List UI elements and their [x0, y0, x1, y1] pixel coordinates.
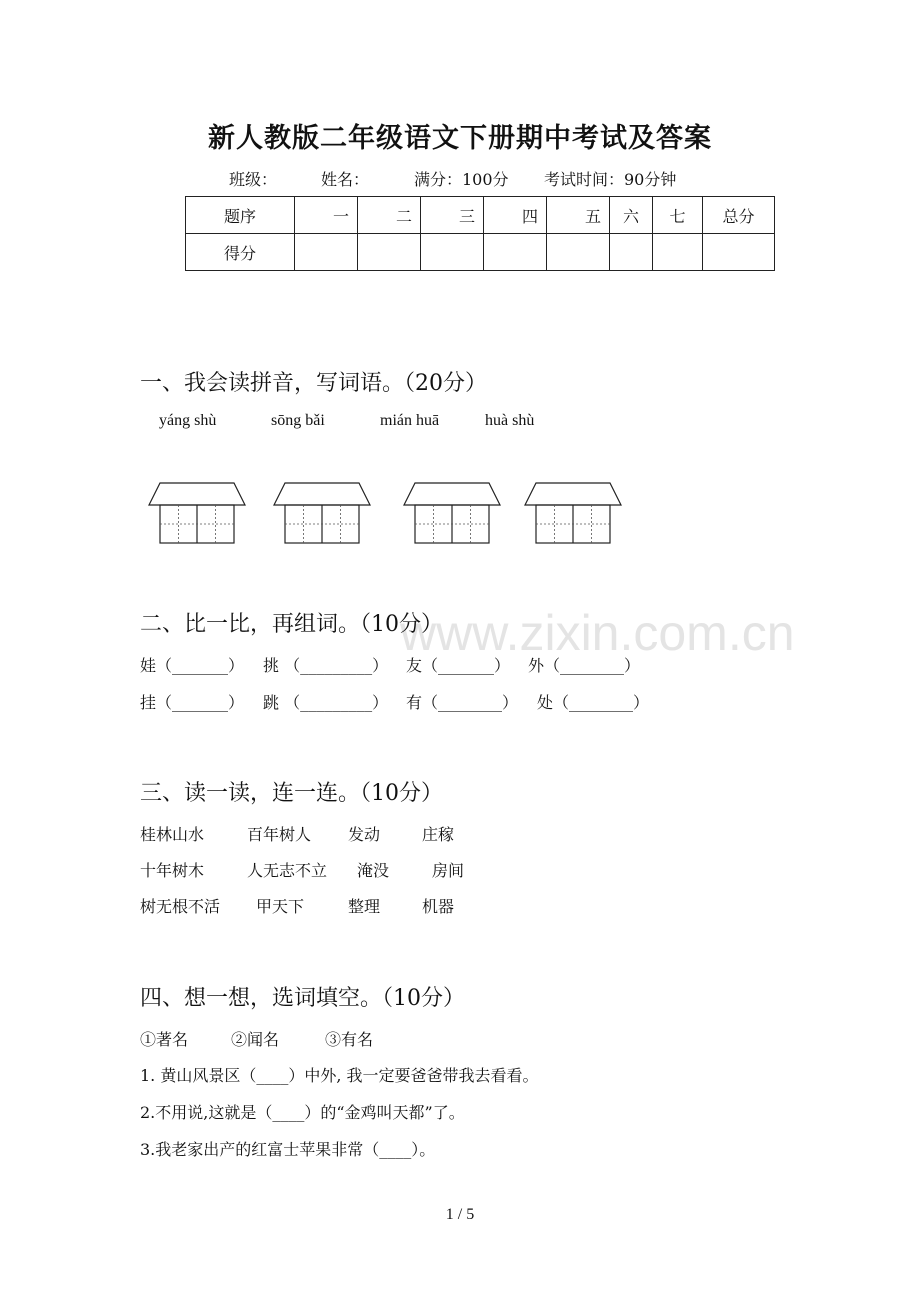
section2-heading: 二、比一比，再组词。（10分）: [140, 612, 443, 637]
table-cell: 五: [547, 197, 610, 234]
word-item: 娃（_______）: [140, 656, 245, 675]
score-entry-cell[interactable]: [703, 234, 775, 271]
match-item[interactable]: 树无根不活: [140, 897, 221, 916]
page-number: 1 / 5: [445, 1206, 475, 1223]
writing-house-grid[interactable]: [148, 482, 246, 546]
match-item[interactable]: 桂林山水: [140, 825, 205, 844]
score-table-header-row: [186, 197, 775, 234]
table-cell: 三: [421, 197, 484, 234]
exam-time: 考试时间：90分钟: [544, 170, 677, 189]
match-item[interactable]: 整理: [348, 897, 381, 916]
table-cell: 一: [295, 197, 358, 234]
score-entry-cell[interactable]: [547, 234, 610, 271]
pinyin-1: yáng shù: [159, 412, 217, 429]
table-cell: 四: [484, 197, 547, 234]
word-item: 挑 （_________）: [263, 656, 389, 675]
question-1: 1. 黄山风景区（____）中外, 我一定要爸爸带我去看看。: [140, 1066, 539, 1085]
pinyin-2: sōng bǎi: [271, 412, 325, 429]
table-cell: 六: [610, 197, 653, 234]
option-item: ③有名: [325, 1030, 374, 1049]
watermark: www.zixin.com.cn: [400, 605, 795, 661]
match-item[interactable]: 机器: [422, 897, 455, 916]
option-item: ②闻名: [231, 1030, 280, 1049]
table-cell: 七: [653, 197, 703, 234]
match-item[interactable]: 淹没: [357, 861, 390, 880]
question-3: 3.我老家出产的红富士苹果非常（____）。: [140, 1140, 436, 1159]
word-item: 有（________）: [406, 693, 519, 712]
word-item: 友（_______）: [406, 656, 511, 675]
table-cell: 题序: [186, 197, 295, 234]
table-cell: 二: [358, 197, 421, 234]
page-title: 新人教版二年级语文下册期中考试及答案: [208, 123, 712, 154]
name-label: 姓名：: [321, 170, 370, 189]
score-entry-cell[interactable]: [653, 234, 703, 271]
score-table-score-row: [186, 234, 775, 271]
word-item: 挂（_______）: [140, 693, 245, 712]
section3-heading: 三、读一读，连一连。（10分）: [140, 781, 443, 806]
score-entry-cell[interactable]: [610, 234, 653, 271]
writing-house-grid[interactable]: [273, 482, 371, 546]
table-cell: 得分: [186, 234, 295, 271]
score-entry-cell[interactable]: [358, 234, 421, 271]
match-item[interactable]: 十年树木: [140, 861, 205, 880]
question-2: 2.不用说,这就是（____）的“金鸡叫天都”了。: [140, 1103, 465, 1122]
class-label: 班级：: [229, 170, 278, 189]
score-entry-cell[interactable]: [295, 234, 358, 271]
full-score: 满分：100分: [414, 170, 509, 189]
writing-house-grid[interactable]: [403, 482, 501, 546]
match-item[interactable]: 人无志不立: [247, 861, 328, 880]
match-item[interactable]: 房间: [432, 861, 465, 880]
word-item: 跳 （_________）: [263, 693, 389, 712]
option-item: ①著名: [140, 1030, 189, 1049]
pinyin-4: huà shù: [485, 412, 535, 429]
match-item[interactable]: 百年树人: [247, 825, 312, 844]
word-item: 处（________）: [537, 693, 650, 712]
score-table: [185, 196, 775, 271]
pinyin-3: mián huā: [380, 412, 440, 429]
writing-house-grid[interactable]: [524, 482, 622, 546]
word-item: 外（________）: [528, 656, 641, 675]
section4-heading: 四、想一想，选词填空。（10分）: [140, 986, 465, 1011]
score-entry-cell[interactable]: [421, 234, 484, 271]
match-item[interactable]: 甲天下: [256, 897, 305, 916]
section1-heading: 一、我会读拼音，写词语。（20分）: [140, 371, 487, 396]
score-entry-cell[interactable]: [484, 234, 547, 271]
table-cell: 总分: [703, 197, 775, 234]
match-item[interactable]: 发动: [348, 825, 381, 844]
match-item[interactable]: 庄稼: [422, 825, 455, 844]
